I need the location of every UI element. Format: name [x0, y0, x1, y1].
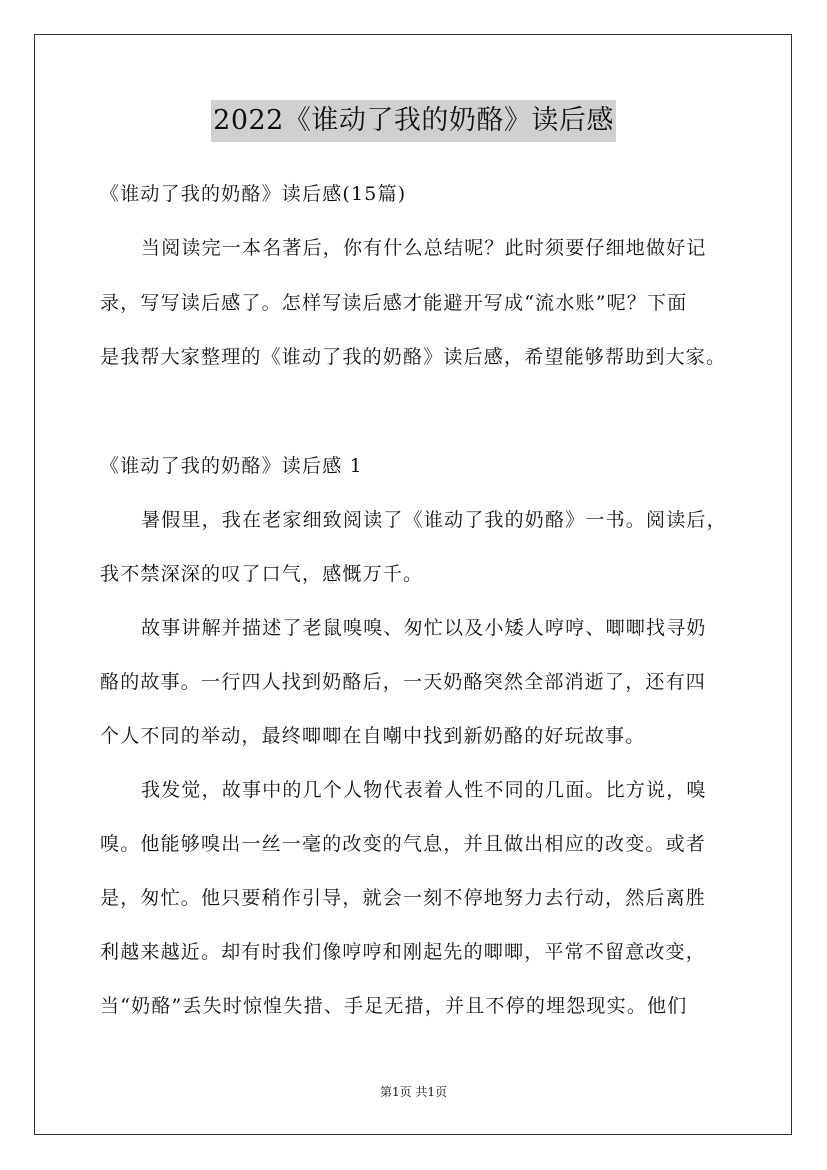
intro-line: 是我帮大家整理的《谁动了我的奶酪》读后感，希望能够帮助到大家。	[100, 346, 727, 368]
paragraph-line: 利越来越近。却有时我们像哼哼和刚起先的唧唧，平常不留意改变，	[100, 941, 707, 963]
paragraph-line: 暑假里，我在老家细致阅读了《谁动了我的奶酪》一书。阅读后，	[141, 509, 727, 531]
paragraph-line: 个人不同的举动，最终唧唧在自嘲中找到新奶酪的好玩故事。	[100, 725, 646, 747]
paragraph-line: 是，匆忙。他只要稍作引导，就会一刻不停地努力去行动，然后离胜	[100, 887, 707, 909]
page-number: 第1页 共1页	[379, 1085, 448, 1099]
intro-line: 当阅读完一本名著后，你有什么总结呢？此时须要仔细地做好记	[141, 237, 707, 259]
document-title: 2022《谁动了我的奶酪》读后感	[211, 100, 616, 142]
paragraph-line: 嗅。他能够嗅出一丝一毫的改变的气息，并且做出相应的改变。或者	[100, 833, 707, 855]
section-heading: 《谁动了我的奶酪》读后感 1	[100, 455, 363, 477]
paragraph-line: 酪的故事。一行四人找到奶酪后，一天奶酪突然全部消逝了，还有四	[100, 671, 707, 693]
title-wrap	[0, 100, 827, 142]
intro-line: 录，写写读后感了。怎样写读后感才能避开写成“流水账”呢？下面	[100, 292, 688, 314]
paragraph-line: 我不禁深深的叹了口气，感慨万千。	[100, 563, 424, 585]
paragraph-line: 当“奶酪”丢失时惊惶失措、手足无措，并且不停的埋怨现实。他们	[100, 995, 688, 1017]
subtitle: 《谁动了我的奶酪》读后感(15篇)	[100, 183, 407, 205]
paragraph-line: 故事讲解并描述了老鼠嗅嗅、匆忙以及小矮人哼哼、唧唧找寻奶	[141, 617, 707, 639]
paragraph-line: 我发觉，故事中的几个人物代表着人性不同的几面。比方说，嗅	[141, 779, 707, 801]
